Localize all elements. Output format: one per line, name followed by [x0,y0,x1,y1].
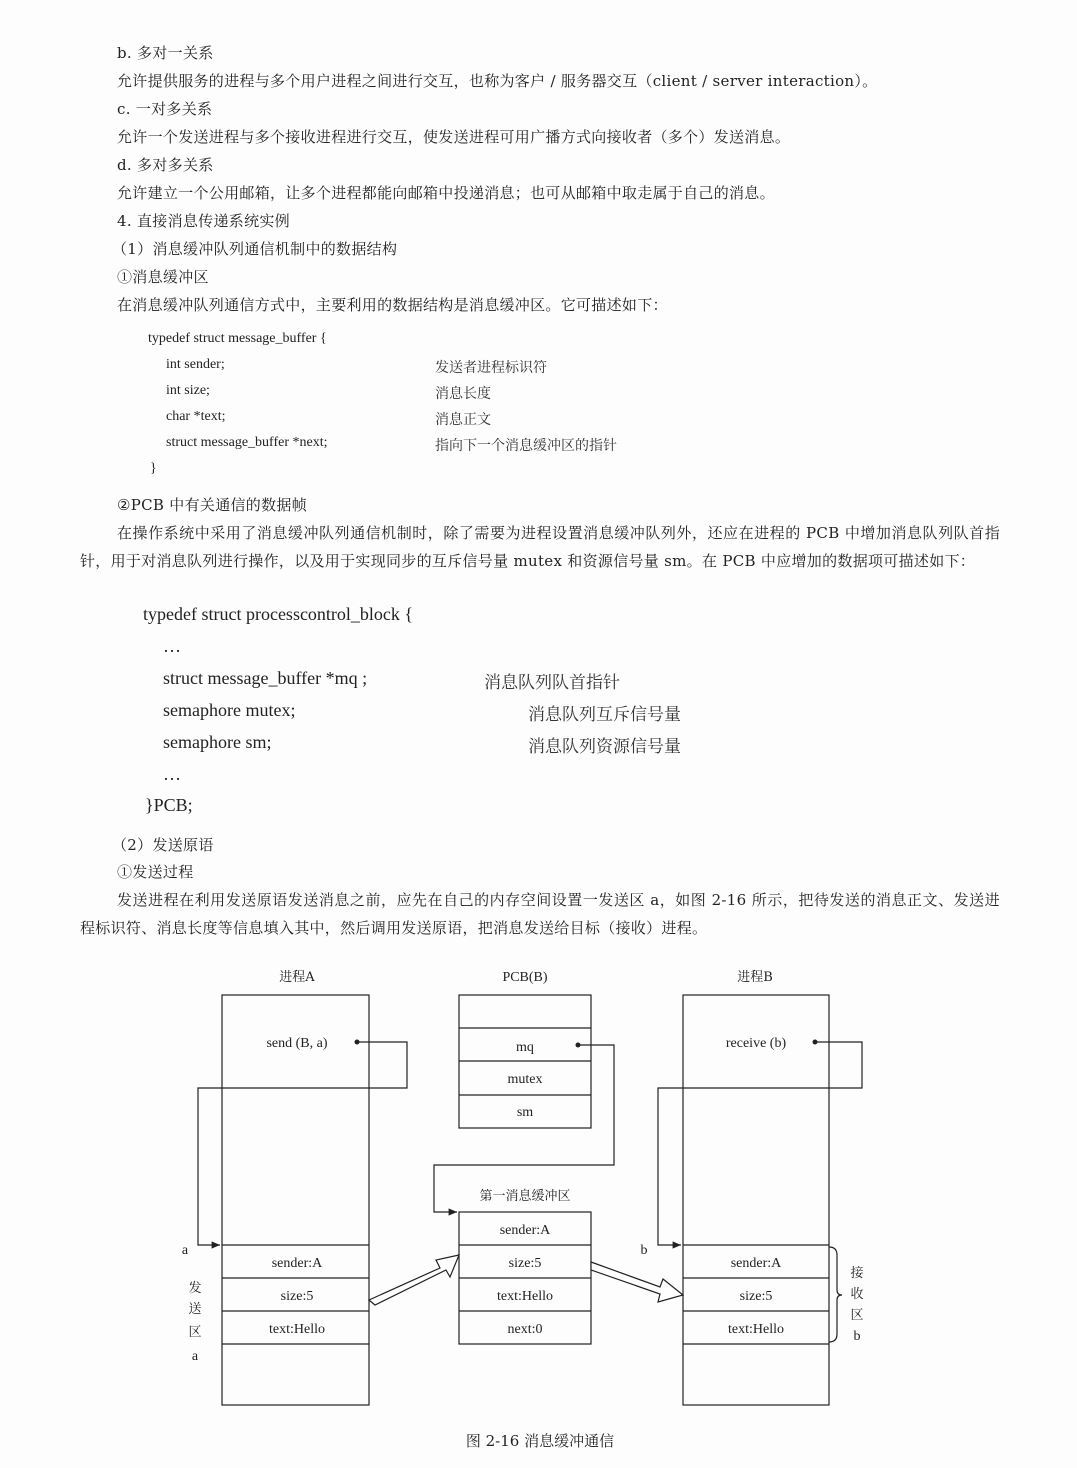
heading-4-2-a: ①发送过程 [117,863,194,881]
recv-area-row: text:Hello [728,1322,784,1337]
process-b-label: 进程B [737,970,773,985]
recv-area-label: b [853,1329,861,1344]
receive-call: receive (b) [725,1036,787,1051]
recv-area-label: 区 [850,1308,864,1323]
send-area-row: sender:A [271,1256,323,1271]
heading-d: d. 多对多关系 [117,156,214,174]
code1-comment: 消息长度 [435,386,491,402]
send-area-label: a [191,1349,199,1364]
text-4-2-a: 发送进程在利用发送原语发送消息之前，应先在自己的内存空间设置一发送区 a，如图 2-16 所示，把待发送的消息正文、发送进程标识符、消息长度等信息填入其中，然后调用发送原语，把消息发送给目标（接收）进程。 [80,891,1000,937]
code1-line: char *text; [166,409,226,424]
code2-line: struct message_buffer *mq ; [163,668,368,688]
code1-line: int size; [166,383,210,398]
heading-b: b. 多对一关系 [117,44,214,62]
send-area-label: 送 [188,1302,202,1317]
send-area-row: text:Hello [269,1322,325,1337]
figure-message-buffer-communication [0,955,1077,1465]
send-area-label: 发 [188,1281,202,1296]
text-4-1-a: 在消息缓冲队列通信方式中，主要利用的数据结构是消息缓冲区。它可描述如下： [117,296,668,314]
send-call: send (B, a) [266,1036,328,1051]
pcb-row: mutex [507,1072,543,1087]
code1-line: struct message_buffer *next; [166,435,328,450]
heading-4-1-a: ①消息缓冲区 [117,268,209,286]
code1-tail: } [150,461,157,476]
buffer-row: next:0 [507,1322,543,1337]
code1-comment: 发送者进程标识符 [435,360,547,376]
pointer-a-label: a [181,1243,189,1258]
code2-line: semaphore sm; [163,732,272,752]
heading-4-2: （2）发送原语 [112,836,214,854]
text-c: 允许一个发送进程与多个接收进程进行交互，使发送进程可用广播方式向接收者（多个）发送消息。 [117,128,791,146]
buffer-row: sender:A [499,1223,551,1238]
code1-comment: 指向下一个消息缓冲区的指针 [435,438,617,454]
figure-caption: 图 2-16 消息缓冲通信 [465,1432,615,1450]
buffer-row: text:Hello [497,1289,553,1304]
text-4-1-b: 在操作系统中采用了消息缓冲队列通信机制时，除了需要为进程设置消息缓冲队列外，还应在进程的 PCB 中增加消息队列队首指针，用于对消息队列进行操作，以及用于实现同步的互斥信号量 mutex 和资源信号量 sm。在 PCB 中应增加的数据项可描述如下： [80,524,1000,570]
heading-4: 4. 直接消息传递系统实例 [117,212,290,230]
code1-line: int sender; [166,357,225,372]
send-area-row: size:5 [280,1289,314,1304]
text-b: 允许提供服务的进程与多个用户进程之间进行交互，也称为客户 / 服务器交互（client / server interaction）。 [117,72,878,90]
recv-area-row: size:5 [739,1289,773,1304]
code2-comment: 消息队列队首指针 [484,673,620,693]
send-area-label: 区 [188,1325,202,1340]
buffer-row: size:5 [508,1256,542,1271]
recv-area-label: 接 [850,1266,864,1281]
code2-ellipsis: … [163,636,181,656]
code2-tail: }PCB; [145,795,193,815]
pcb-row: sm [516,1105,534,1120]
pcb-row: mq [516,1040,534,1055]
pointer-b-label: b [640,1243,648,1258]
code1-comment: 消息正文 [435,412,491,428]
code2-head: typedef struct processcontrol_block { [143,604,414,624]
code2-line: semaphore mutex; [163,700,296,720]
code2-ellipsis: … [163,764,181,784]
process-a-label: 进程A [279,970,315,985]
code1-head: typedef struct message_buffer { [148,331,327,346]
text-d: 允许建立一个公用邮箱，让多个进程都能向邮箱中投递消息；也可从邮箱中取走属于自己的消息。 [117,184,775,202]
heading-4-1-b: ②PCB 中有关通信的数据帧 [117,496,308,514]
recv-area-row: sender:A [730,1256,782,1271]
code2-comment: 消息队列互斥信号量 [528,705,681,725]
pcb-b-label: PCB(B) [502,970,548,985]
heading-c: c. 一对多关系 [117,100,213,118]
recv-area-label: 收 [850,1287,864,1302]
heading-4-1: （1）消息缓冲队列通信机制中的数据结构 [112,240,398,258]
code2-comment: 消息队列资源信号量 [528,737,681,757]
first-buffer-label: 第一消息缓冲区 [479,1189,571,1204]
